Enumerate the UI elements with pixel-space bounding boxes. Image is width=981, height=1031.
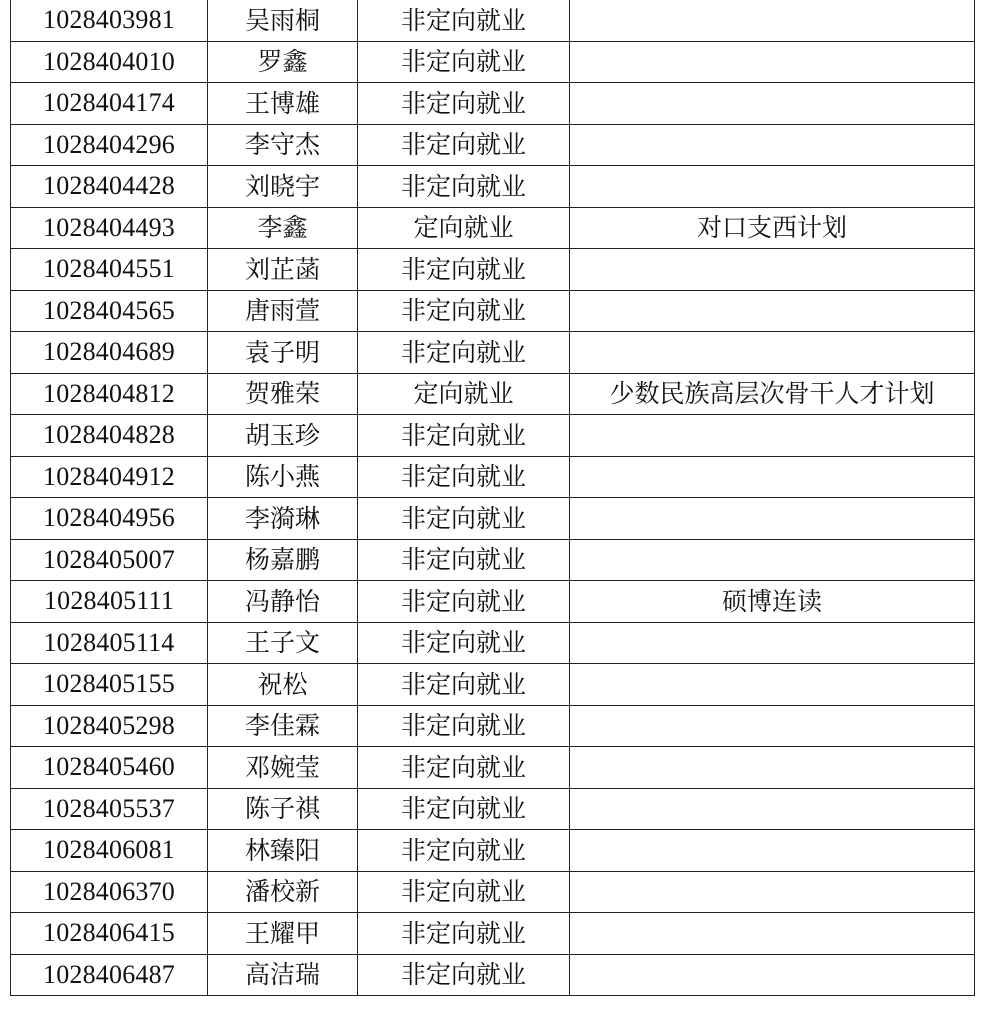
table-row <box>11 747 975 789</box>
employment-type-cell: 非定向就业 <box>358 0 570 41</box>
student-id-cell: 1028404296 <box>11 124 208 166</box>
remark-cell <box>570 871 975 913</box>
employment-type-cell: 非定向就业 <box>358 124 570 166</box>
table-row <box>11 913 975 955</box>
remark-cell <box>570 41 975 83</box>
student-id-cell: 1028404812 <box>11 373 208 415</box>
student-id-cell: 1028405007 <box>11 539 208 581</box>
table-row <box>11 705 975 747</box>
remark-cell <box>570 415 975 457</box>
student-id-cell: 1028403981 <box>11 0 208 41</box>
employment-type-cell: 非定向就业 <box>358 747 570 789</box>
document-sheet <box>10 0 974 1020</box>
student-name-cell: 冯静怡 <box>208 581 358 623</box>
student-id-cell: 1028404493 <box>11 207 208 249</box>
student-id-cell: 1028404689 <box>11 332 208 374</box>
student-name-cell: 刘晓宇 <box>208 166 358 208</box>
remark-cell <box>570 124 975 166</box>
remark-cell: 对口支西计划 <box>570 207 975 249</box>
table-row <box>11 456 975 498</box>
remark-cell <box>570 747 975 789</box>
student-id-cell: 1028405155 <box>11 664 208 706</box>
student-name-cell: 罗鑫 <box>208 41 358 83</box>
employment-type-cell: 非定向就业 <box>358 41 570 83</box>
remark-cell <box>570 249 975 291</box>
employment-type-cell: 非定向就业 <box>358 581 570 623</box>
student-id-cell: 1028406370 <box>11 871 208 913</box>
remark-cell <box>570 913 975 955</box>
table-row <box>11 581 975 623</box>
table-row <box>11 166 975 208</box>
student-name-cell: 李鑫 <box>208 207 358 249</box>
remark-cell <box>570 166 975 208</box>
table-row <box>11 954 975 996</box>
student-id-cell: 1028404828 <box>11 415 208 457</box>
table-row <box>11 415 975 457</box>
table-row <box>11 41 975 83</box>
remark-cell <box>570 788 975 830</box>
student-id-cell: 1028406081 <box>11 830 208 872</box>
employment-type-cell: 非定向就业 <box>358 830 570 872</box>
remark-cell <box>570 830 975 872</box>
table-row <box>11 290 975 332</box>
student-name-cell: 贺雅荣 <box>208 373 358 415</box>
student-id-cell: 1028405298 <box>11 705 208 747</box>
employment-type-cell: 定向就业 <box>358 207 570 249</box>
employment-type-cell: 非定向就业 <box>358 290 570 332</box>
student-id-cell: 1028406415 <box>11 913 208 955</box>
table-row <box>11 539 975 581</box>
employment-type-cell: 非定向就业 <box>358 913 570 955</box>
remark-cell <box>570 954 975 996</box>
remark-cell <box>570 0 975 41</box>
employment-type-cell: 非定向就业 <box>358 705 570 747</box>
student-id-cell: 1028406487 <box>11 954 208 996</box>
employment-type-cell: 非定向就业 <box>358 83 570 125</box>
table-row <box>11 373 975 415</box>
employment-type-cell: 非定向就业 <box>358 664 570 706</box>
employment-type-cell: 非定向就业 <box>358 498 570 540</box>
remark-cell <box>570 332 975 374</box>
student-name-cell: 唐雨萱 <box>208 290 358 332</box>
remark-cell <box>570 456 975 498</box>
student-name-cell: 李佳霖 <box>208 705 358 747</box>
student-name-cell: 王博雄 <box>208 83 358 125</box>
employment-type-cell: 非定向就业 <box>358 332 570 374</box>
student-id-cell: 1028405460 <box>11 747 208 789</box>
employment-type-cell: 非定向就业 <box>358 415 570 457</box>
table-row <box>11 830 975 872</box>
employment-type-cell: 非定向就业 <box>358 539 570 581</box>
table-row <box>11 332 975 374</box>
student-name-cell: 王子文 <box>208 622 358 664</box>
remark-cell <box>570 705 975 747</box>
remark-cell: 硕博连读 <box>570 581 975 623</box>
student-id-cell: 1028404010 <box>11 41 208 83</box>
student-id-cell: 1028405114 <box>11 622 208 664</box>
roster-body <box>11 0 975 996</box>
student-id-cell: 1028404565 <box>11 290 208 332</box>
table-row <box>11 207 975 249</box>
student-name-cell: 李漪琳 <box>208 498 358 540</box>
table-row <box>11 249 975 291</box>
student-name-cell: 高洁瑞 <box>208 954 358 996</box>
student-name-cell: 潘校新 <box>208 871 358 913</box>
student-name-cell: 刘芷菡 <box>208 249 358 291</box>
employment-type-cell: 非定向就业 <box>358 456 570 498</box>
remark-cell <box>570 664 975 706</box>
employment-type-cell: 非定向就业 <box>358 166 570 208</box>
table-row <box>11 83 975 125</box>
student-id-cell: 1028404551 <box>11 249 208 291</box>
student-name-cell: 祝松 <box>208 664 358 706</box>
student-name-cell: 邓婉莹 <box>208 747 358 789</box>
student-name-cell: 陈小燕 <box>208 456 358 498</box>
student-id-cell: 1028404912 <box>11 456 208 498</box>
table-row <box>11 0 975 41</box>
remark-cell <box>570 83 975 125</box>
table-row <box>11 124 975 166</box>
student-name-cell: 吴雨桐 <box>208 0 358 41</box>
student-id-cell: 1028405537 <box>11 788 208 830</box>
student-id-cell: 1028404956 <box>11 498 208 540</box>
student-name-cell: 杨嘉鹏 <box>208 539 358 581</box>
table-row <box>11 788 975 830</box>
remark-cell <box>570 539 975 581</box>
student-id-cell: 1028404428 <box>11 166 208 208</box>
student-roster-table <box>10 0 975 996</box>
table-row <box>11 871 975 913</box>
table-row <box>11 622 975 664</box>
employment-type-cell: 非定向就业 <box>358 871 570 913</box>
student-name-cell: 胡玉珍 <box>208 415 358 457</box>
student-id-cell: 1028405111 <box>11 581 208 623</box>
table-row <box>11 498 975 540</box>
remark-cell: 少数民族高层次骨干人才计划 <box>570 373 975 415</box>
employment-type-cell: 定向就业 <box>358 373 570 415</box>
student-name-cell: 林臻阳 <box>208 830 358 872</box>
remark-cell <box>570 290 975 332</box>
employment-type-cell: 非定向就业 <box>358 249 570 291</box>
employment-type-cell: 非定向就业 <box>358 622 570 664</box>
student-name-cell: 袁子明 <box>208 332 358 374</box>
employment-type-cell: 非定向就业 <box>358 788 570 830</box>
student-id-cell: 1028404174 <box>11 83 208 125</box>
employment-type-cell: 非定向就业 <box>358 954 570 996</box>
student-name-cell: 陈子祺 <box>208 788 358 830</box>
student-name-cell: 李守杰 <box>208 124 358 166</box>
remark-cell <box>570 498 975 540</box>
table-row <box>11 664 975 706</box>
remark-cell <box>570 622 975 664</box>
student-name-cell: 王耀甲 <box>208 913 358 955</box>
